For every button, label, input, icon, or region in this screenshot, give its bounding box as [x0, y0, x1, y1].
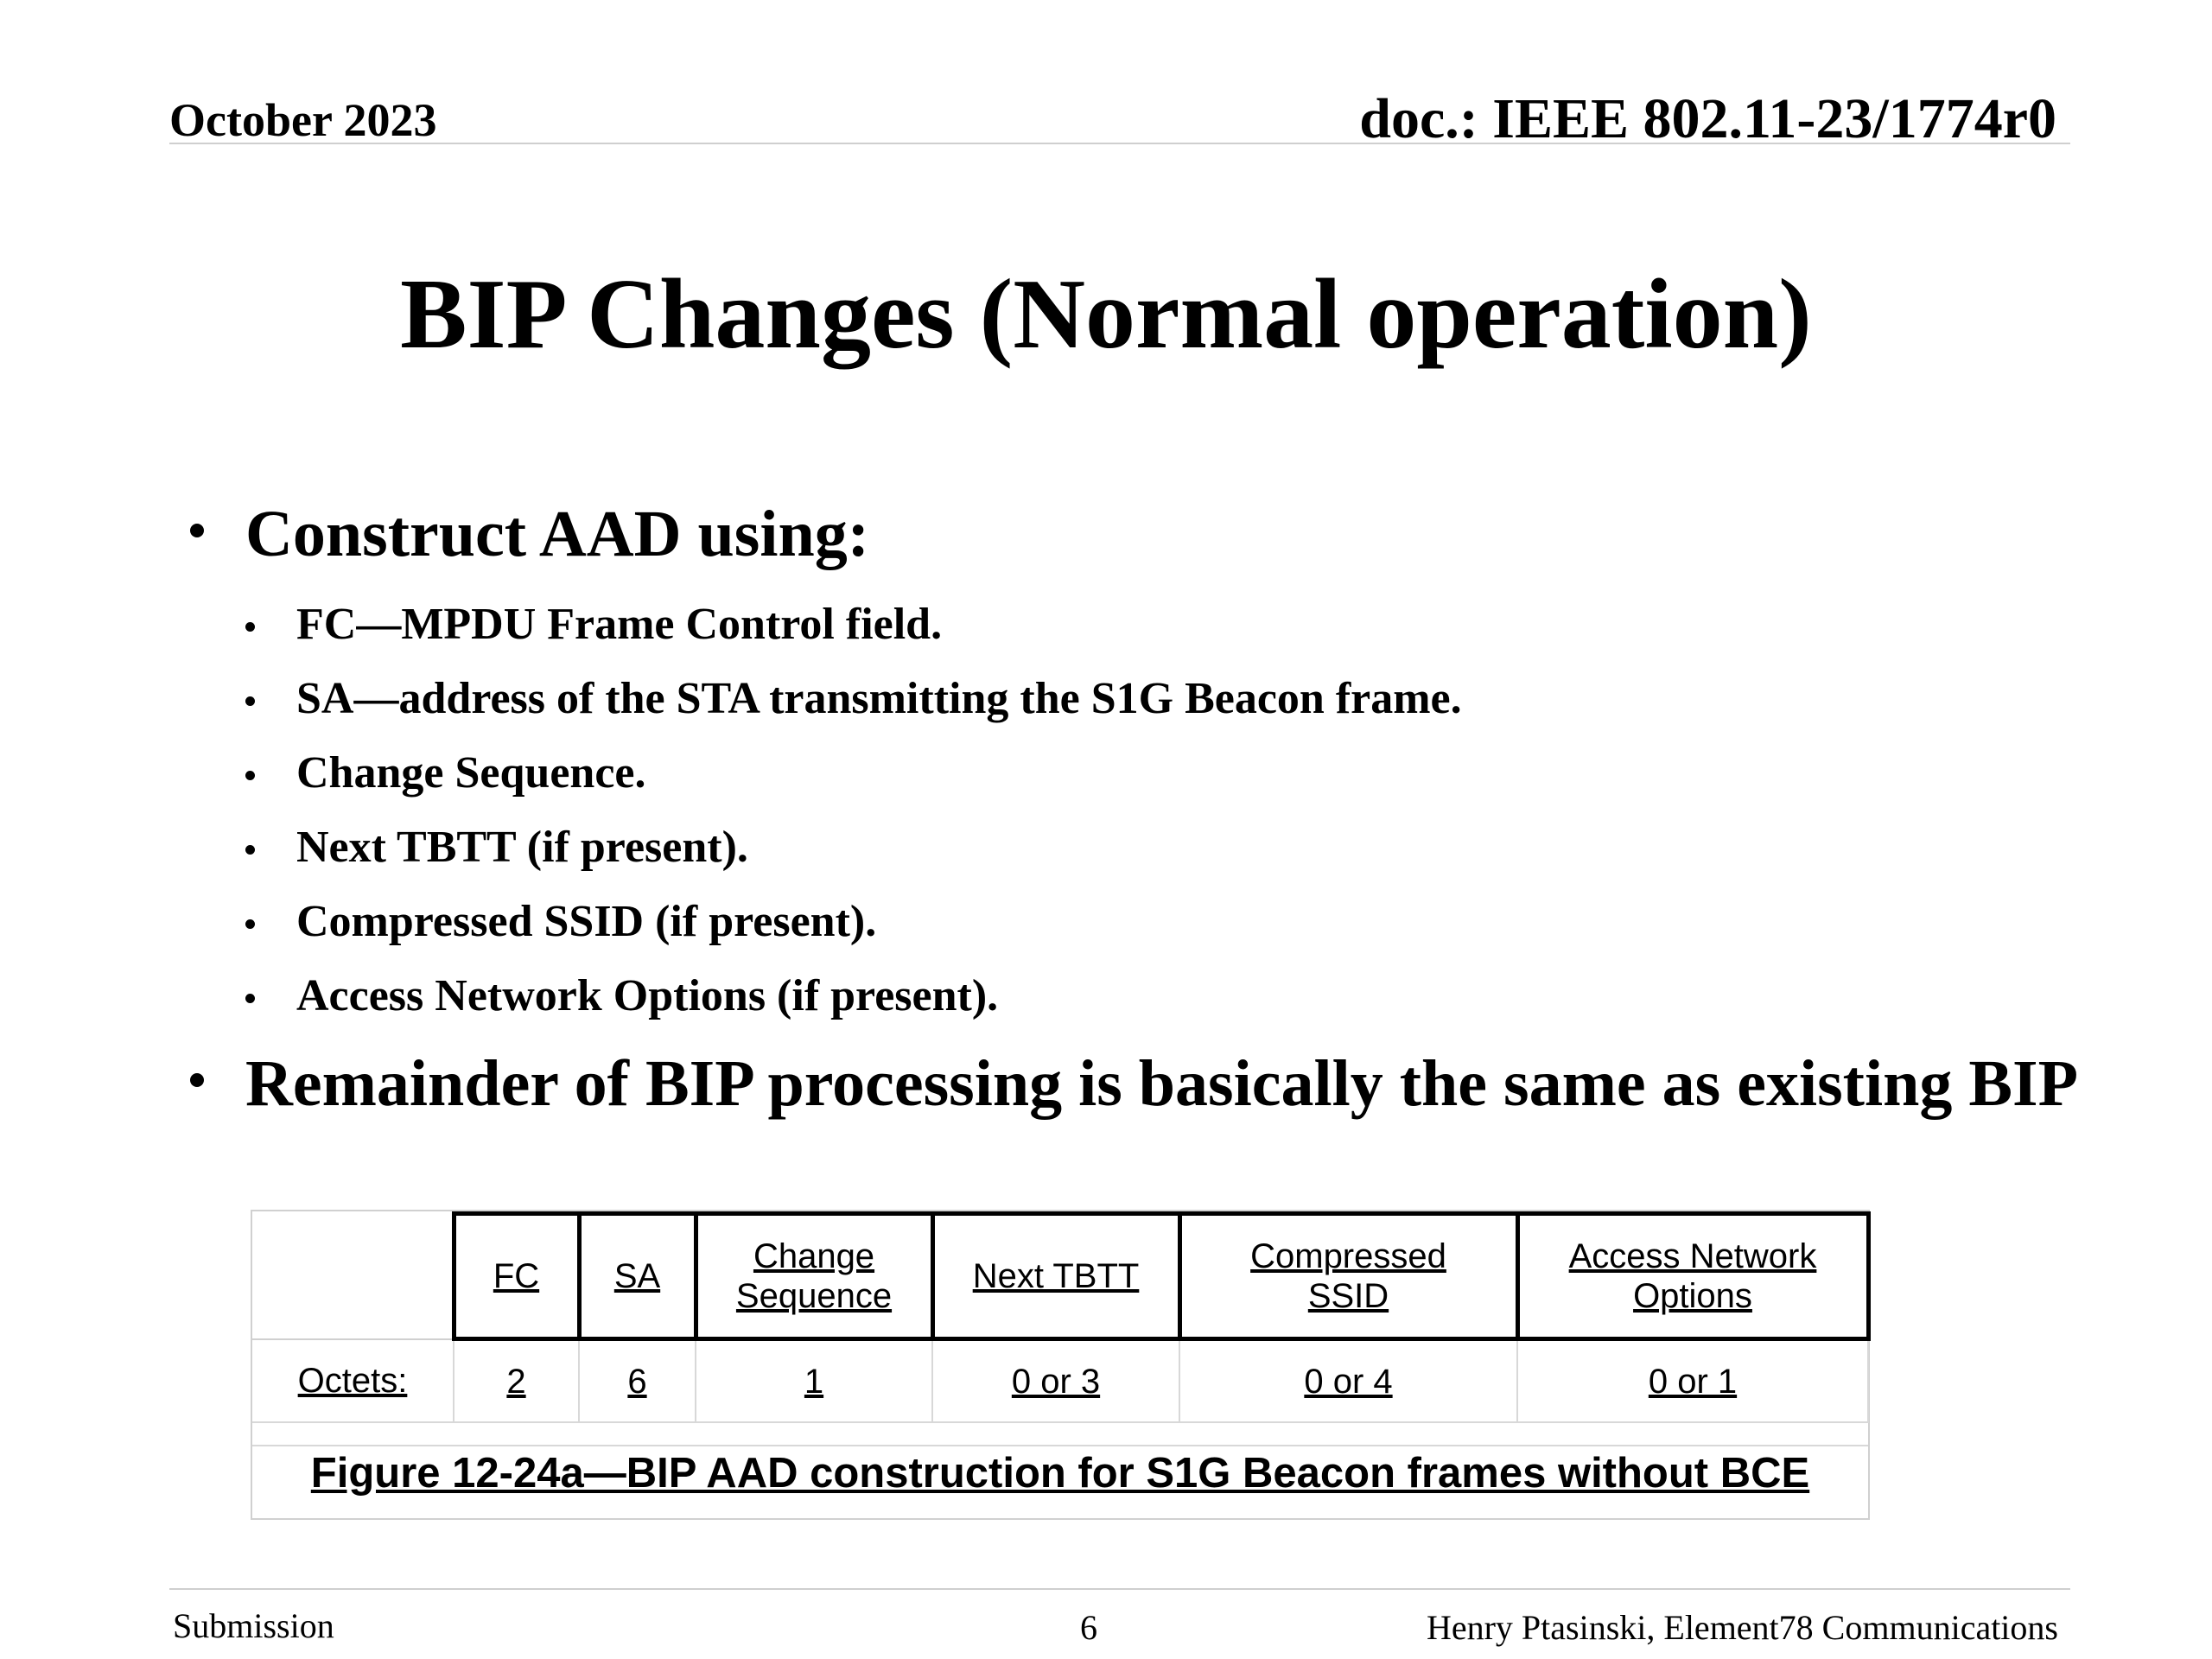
- slide-title: BIP Changes (Normal operation): [400, 259, 1812, 370]
- octets-cell: 2: [454, 1339, 579, 1423]
- field-header-change-sequence: Change Sequence: [696, 1214, 932, 1339]
- bullet-text: Construct AAD using:: [245, 498, 870, 570]
- footer-author: Henry Ptasinski, Element78 Communications: [1426, 1608, 2058, 1647]
- bullet-dot: [245, 771, 255, 780]
- bullet-dot: [245, 696, 255, 706]
- sub-bullet-list: [183, 588, 2084, 1033]
- sub-bullet-text: Compressed SSID (if present).: [296, 897, 877, 946]
- field-header-fc: FC: [454, 1214, 579, 1339]
- octets-cell: 0 or 4: [1179, 1339, 1517, 1423]
- bullet-dot: [190, 524, 204, 537]
- sub-bullet-text: Next TBTT (if present).: [296, 823, 748, 872]
- sub-bullet-text: SA—address of the STA transmitting the S1G Beacon frame.: [296, 674, 1462, 723]
- sub-bullet-change-sequence: [183, 736, 2084, 810]
- octets-cell: 6: [579, 1339, 696, 1423]
- sub-bullet-access-network-options: [183, 959, 2084, 1033]
- field-header-compressed-ssid: Compressed SSID: [1179, 1214, 1517, 1339]
- octets-row: [252, 1339, 1868, 1423]
- sub-bullet-next-tbtt: [183, 810, 2084, 885]
- bullet-dot: [245, 622, 255, 632]
- bullet-construct-aad: [183, 493, 2084, 575]
- field-header-sa: SA: [579, 1214, 696, 1339]
- header-divider: [169, 143, 2070, 144]
- sub-bullet-text: FC—MPDU Frame Control field.: [296, 600, 943, 649]
- sub-bullet-text: Access Network Options (if present).: [296, 971, 999, 1020]
- header-date: October 2023: [169, 94, 437, 146]
- bullet-dot: [245, 845, 255, 855]
- header-doc-id: doc.: IEEE 802.11-23/1774r0: [1359, 87, 2056, 150]
- bullet-dot: [190, 1073, 204, 1087]
- octets-cell: 0 or 1: [1517, 1339, 1868, 1423]
- bullet-text: Remainder of BIP processing is basically the same as existing BIP: [245, 1047, 2079, 1120]
- field-header-access-network-options: Access Network Options: [1517, 1214, 1868, 1339]
- figure-aad-construction: [251, 1210, 1870, 1520]
- footer-divider: [169, 1588, 2070, 1590]
- field-header-row: [252, 1214, 1868, 1339]
- sub-bullet-text: Change Sequence.: [296, 748, 646, 798]
- aad-field-table: [252, 1211, 1871, 1423]
- caption-divider: [252, 1445, 1868, 1446]
- octets-cell: 0 or 3: [932, 1339, 1179, 1423]
- bullet-list: [183, 493, 2084, 1125]
- field-header-next-tbtt: Next TBTT: [932, 1214, 1179, 1339]
- sub-bullet-fc: [183, 588, 2084, 662]
- footer-submission: Submission: [173, 1606, 334, 1645]
- sub-bullet-sa: [183, 662, 2084, 736]
- sub-bullet-compressed-ssid: [183, 885, 2084, 959]
- bullet-remainder: [183, 1042, 2084, 1125]
- bullet-dot: [245, 919, 255, 929]
- footer-page-number: 6: [1080, 1608, 1097, 1647]
- octets-label: Octets:: [252, 1339, 454, 1423]
- octets-cell: 1: [696, 1339, 932, 1423]
- bullet-dot: [245, 994, 255, 1003]
- header-blank-cell: [252, 1214, 454, 1339]
- figure-caption: Figure 12-24a—BIP AAD construction for S1G Beacon frames without BCE: [310, 1450, 1810, 1497]
